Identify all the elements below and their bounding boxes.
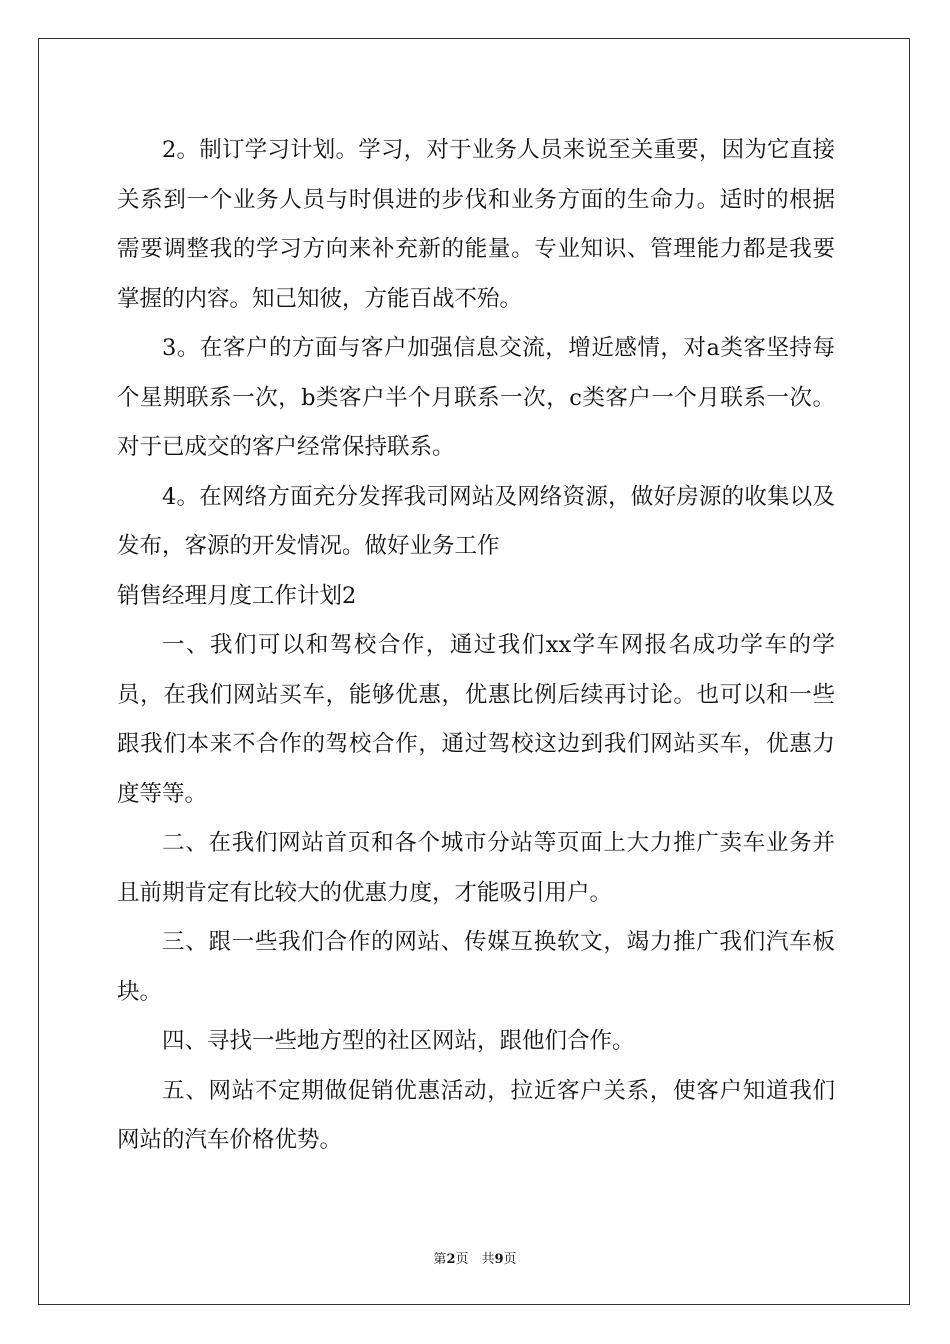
paragraph-promotions: 五、网站不定期做促销优惠活动，拉近客户关系，使客户知道我们网站的汽车价格优势。 xyxy=(117,1077,835,1153)
paragraph-community-sites: 四、寻找一些地方型的社区网站，跟他们合作。 xyxy=(162,1028,635,1054)
paragraph-network-resources: 4。在网络方面充分发挥我司网站及网络资源，做好房源的收集以及发布，客源的开发情况。做好业务工作 xyxy=(117,483,835,559)
footer-mid: 页 共 xyxy=(455,1252,495,1267)
paragraph-soft-articles: 三、跟一些我们合作的网站、传媒互换软文，竭力推广我们汽车板块。 xyxy=(117,929,835,1005)
footer-suffix: 页 xyxy=(503,1252,517,1267)
paragraph-customer-contact: 3。在客户的方面与客户加强信息交流，增近感情，对a类客坚持每个星期联系一次，b类客户半个月联系一次，c类客户一个月联系一次。对于已成交的客户经常保持联系。 xyxy=(117,335,835,460)
paragraph-driving-school: 一、我们可以和驾校合作，通过我们xx学车网报名成功学车的学员，在我们网站买车，能够优惠，优惠比例后续再讨论。也可以和一些跟我们本来不合作的驾校合作，通过驾校这边到我们网站买车，优惠力度等等。 xyxy=(117,632,835,807)
paragraph-study-plan: 2。制订学习计划。学习，对于业务人员来说至关重要，因为它直接关系到一个业务人员与时俱进的步伐和业务方面的生命力。适时的根据需要调整我的学习方向来补充新的能量。专业知识、管理能力都是我要掌握的内容。知己知彼，方能百战不殆。 xyxy=(117,137,835,312)
paragraph-homepage-promotion: 二、在我们网站首页和各个城市分站等页面上大力推广卖车业务并且前期肯定有比较大的优惠力度，才能吸引用户。 xyxy=(117,830,835,906)
footer-current-page: 2 xyxy=(446,1252,456,1267)
footer-prefix: 第 xyxy=(433,1252,447,1267)
page-footer xyxy=(0,1248,950,1267)
footer-total-pages: 9 xyxy=(494,1252,504,1267)
section-title: 销售经理月度工作计划2 xyxy=(117,582,357,609)
document-body xyxy=(117,126,835,1166)
